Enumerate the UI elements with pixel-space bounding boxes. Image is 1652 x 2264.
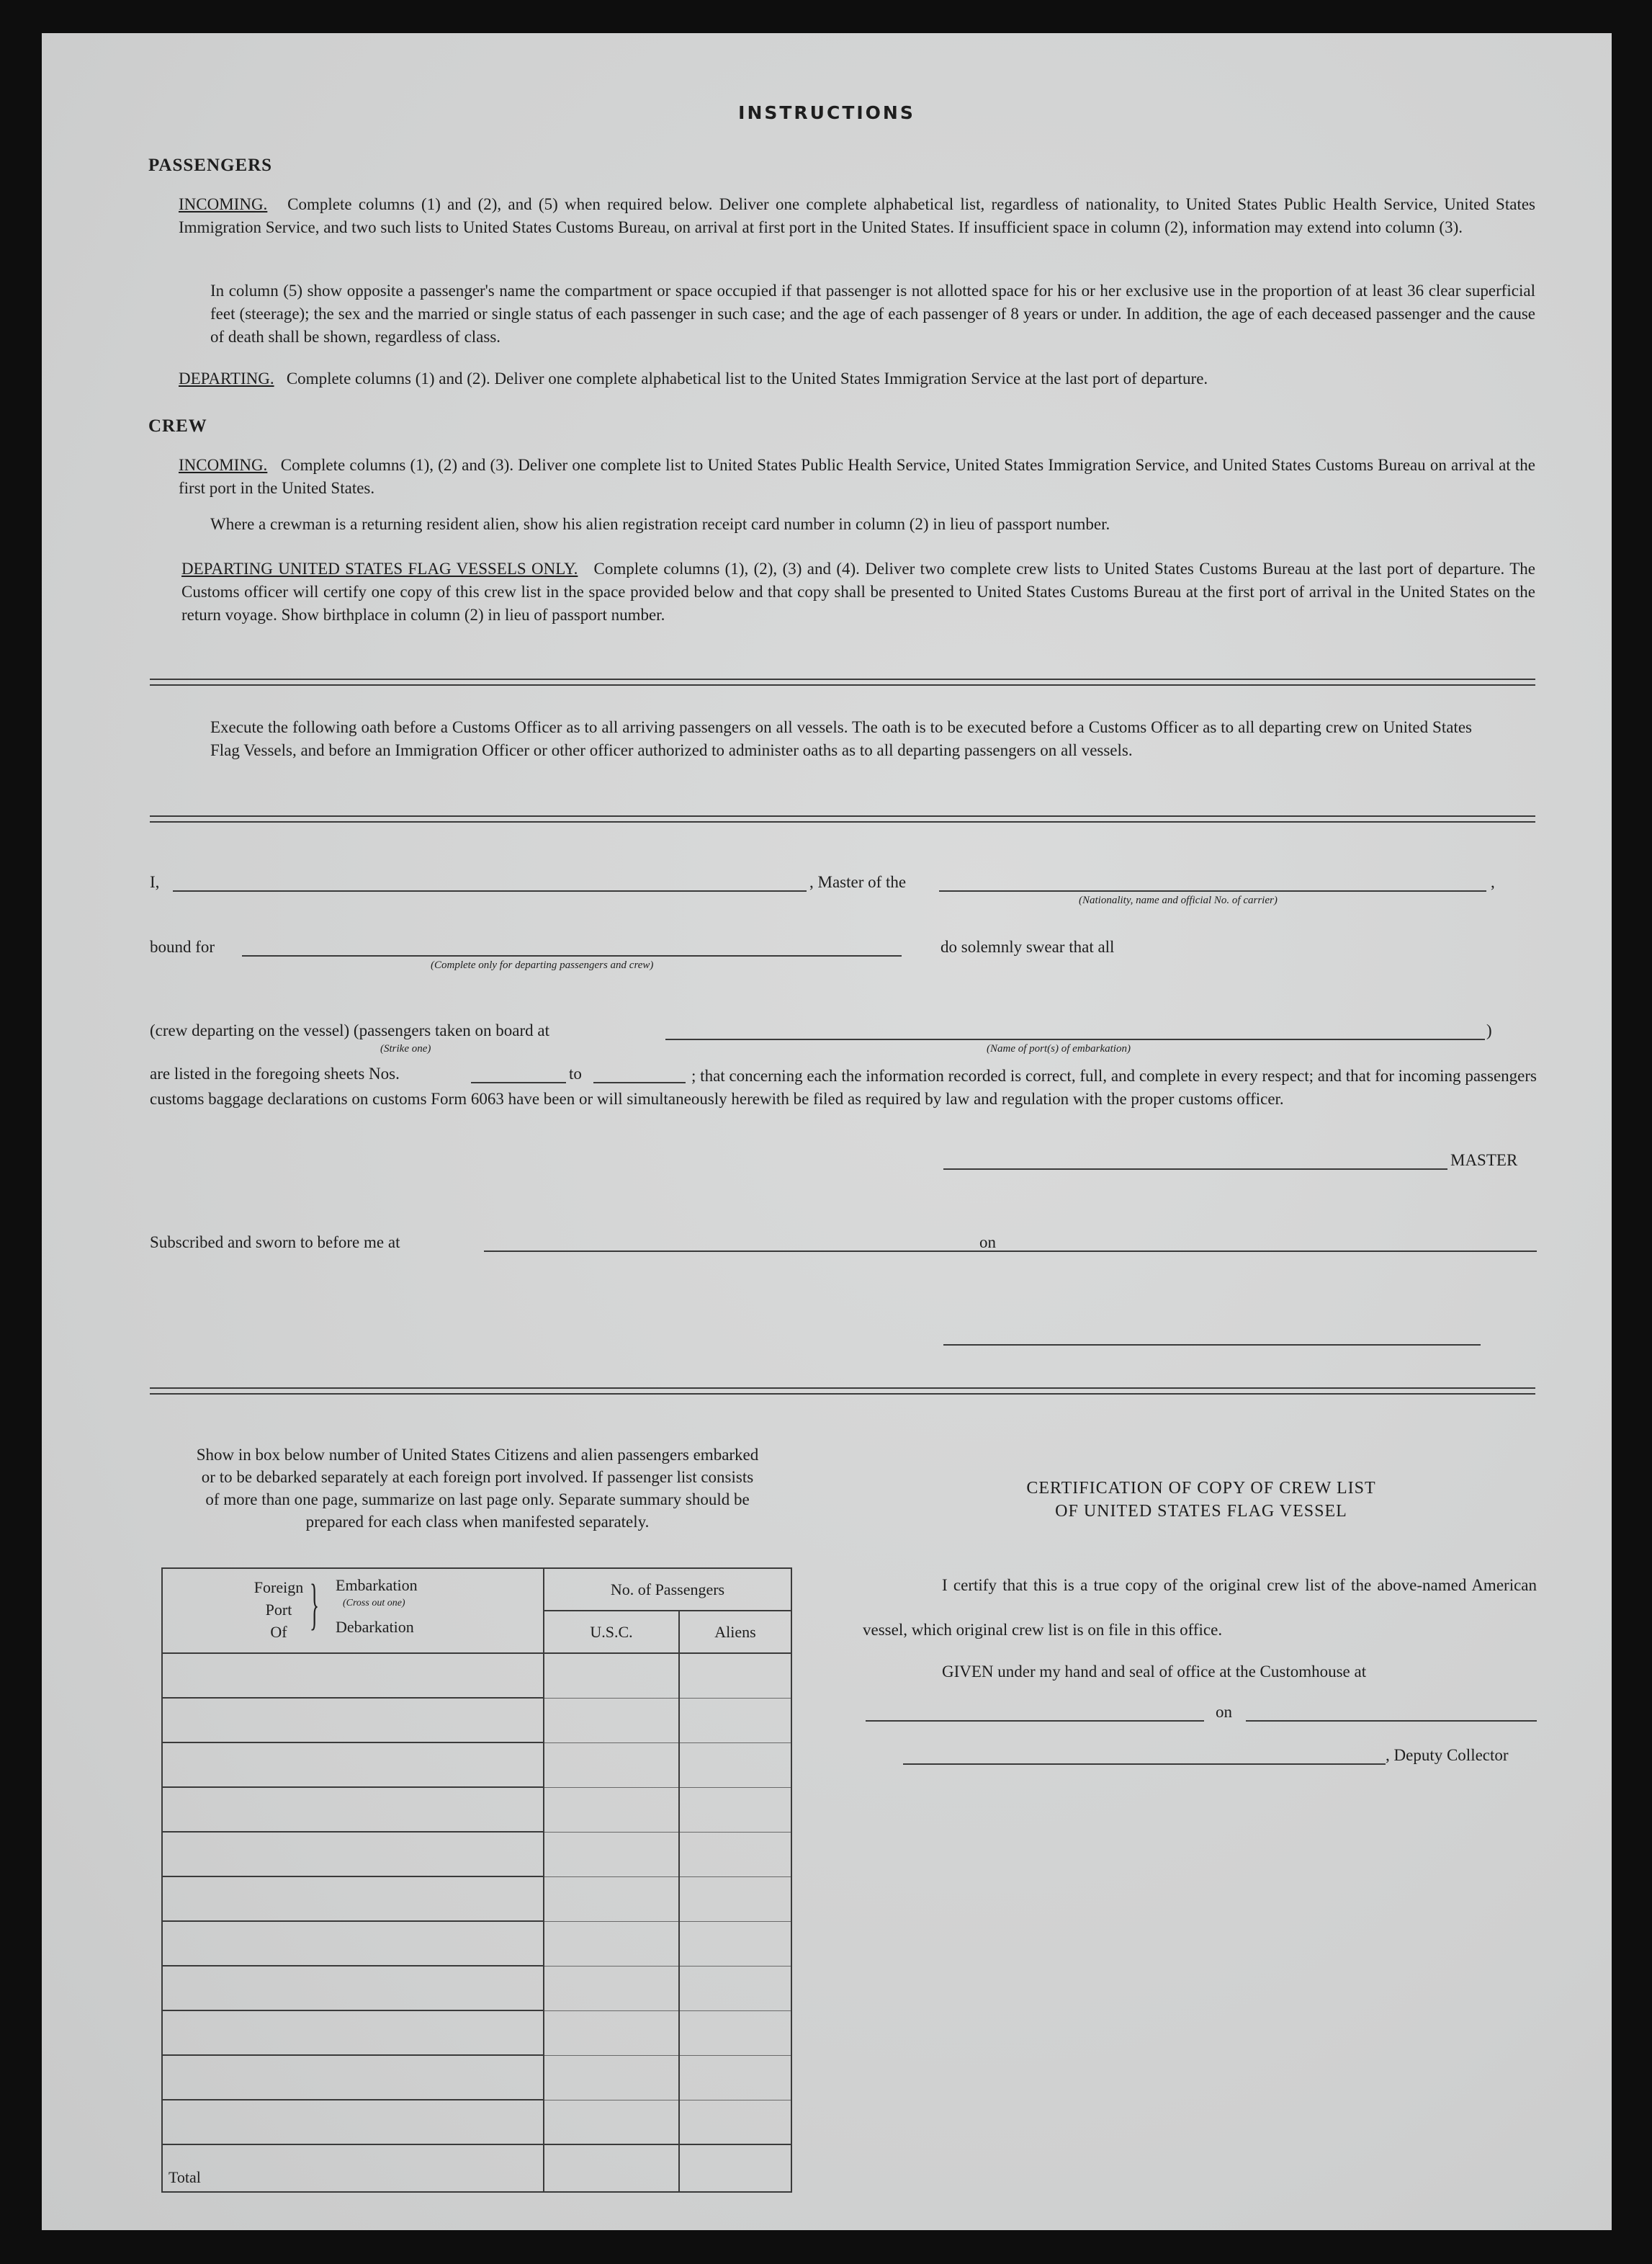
port-header-cell <box>162 1568 544 1653</box>
certification-title-line1: CERTIFICATION OF COPY OF CREW LIST <box>1026 1479 1376 1498</box>
summary-row <box>162 1966 791 2010</box>
oath-instructions: Execute the following oath before a Customs Officer as to all arriving passengers on all vessels. The oath is to be executed before a Customs Officer as to all departing crew on United States Flag Vessels, and before an Immigration Officer or other officer authorized to administer oaths as to all departing passengers on all vessels. <box>210 718 1472 759</box>
cross-out-note: (Cross out one) <box>343 1598 405 1608</box>
total-label: Total <box>162 2144 544 2192</box>
deputy-signature-field[interactable] <box>903 1763 1386 1765</box>
usc-cell[interactable] <box>544 1653 679 1698</box>
officer-signature-field[interactable] <box>943 1344 1481 1346</box>
total-usc-cell[interactable] <box>544 2144 679 2192</box>
total-aliens-cell[interactable] <box>679 2144 791 2192</box>
sworn-place-field[interactable] <box>484 1250 1013 1252</box>
crew-departing-text: Complete columns (1), (2), (3) and (4). Deliver two complete crew lists to United States Customs Bureau at the last port of departure. The Customs officer will certify one copy of this crew list in the space provided below and that copy shall be presented to United States Customs Bureau at the first port of arrival in the United States on the return voyage. Show birthplace in column (2) in lieu of passport number. <box>181 560 1536 624</box>
sworn-date-field[interactable] <box>1007 1250 1537 1252</box>
divider <box>150 815 1535 823</box>
aliens-cell[interactable] <box>679 1876 791 1921</box>
port-note: (Name of port(s) of embarkation) <box>987 1043 1131 1055</box>
summary-row <box>162 1698 791 1742</box>
oath-trailing-comma: , <box>1491 873 1495 891</box>
aliens-cell[interactable] <box>679 1742 791 1787</box>
passengers-heading: PASSENGERS <box>148 156 273 175</box>
summary-row <box>162 2010 791 2055</box>
usc-cell[interactable] <box>544 2010 679 2055</box>
usc-cell[interactable] <box>544 1698 679 1742</box>
usc-cell[interactable] <box>544 1742 679 1787</box>
port-cell[interactable] <box>162 1966 544 2010</box>
summary-row <box>162 1921 791 1966</box>
crew-incoming-label: INCOMING. <box>179 456 268 474</box>
embarkation-label: Embarkation <box>336 1576 418 1594</box>
passengers-departing-paragraph <box>179 367 1535 390</box>
summary-row <box>162 2055 791 2100</box>
usc-header: U.S.C. <box>544 1611 679 1653</box>
aliens-header: Aliens <box>679 1611 791 1653</box>
customhouse-field[interactable] <box>866 1720 1204 1722</box>
usc-cell[interactable] <box>544 2100 679 2144</box>
oath-listed-text: ; that concerning each the information recorded is correct, full, and complete in every respect; and that for incoming passengers customs baggage declarations on customs Form 6063 have been or will simultaneously herewith be filed as required by law and regulation with the proper customs officer. <box>150 1067 1537 1108</box>
debarkation-label: Debarkation <box>336 1618 414 1636</box>
aliens-cell[interactable] <box>679 1966 791 2010</box>
aliens-cell[interactable] <box>679 1653 791 1698</box>
page-title: INSTRUCTIONS <box>738 102 915 123</box>
aliens-cell[interactable] <box>679 2010 791 2055</box>
crew-resident-paragraph: Where a crewman is a returning resident alien, show his alien registration receipt card number in column (2) in lieu of passport number. <box>210 515 1110 533</box>
crew-heading: CREW <box>148 416 207 436</box>
aliens-cell[interactable] <box>679 1921 791 1966</box>
divider <box>150 679 1535 686</box>
oath-bound-for-label: bound for <box>150 938 215 956</box>
summary-row <box>162 1787 791 1832</box>
usc-cell[interactable] <box>544 1876 679 1921</box>
divider <box>150 1387 1535 1395</box>
port-cell[interactable] <box>162 1921 544 1966</box>
oath-swear-label: do solemnly swear that all <box>941 938 1115 956</box>
passengers-incoming-paragraph <box>179 193 1535 239</box>
aliens-cell[interactable] <box>679 1698 791 1742</box>
summary-row <box>162 1876 791 1921</box>
aliens-cell[interactable] <box>679 2100 791 2144</box>
oath-close-paren: ) <box>1486 1021 1492 1039</box>
certification-date-field[interactable] <box>1246 1720 1537 1722</box>
foreign-label: Foreign <box>253 1578 304 1596</box>
crew-incoming-paragraph <box>179 454 1535 500</box>
summary-row <box>162 1742 791 1787</box>
passenger-summary-table <box>161 1567 792 2193</box>
oath-i-label: I, <box>150 873 160 891</box>
port-label: Port <box>265 1601 292 1619</box>
certification-text: I certify that this is a true copy of the original crew list of the above-named American vessel, which original crew list is on file in this office. <box>863 1576 1537 1639</box>
aliens-cell[interactable] <box>679 2055 791 2100</box>
summary-row <box>162 1832 791 1876</box>
subscribed-label: Subscribed and sworn to before me at <box>150 1233 400 1251</box>
carrier-note: (Nationality, name and official No. of carrier) <box>1079 895 1278 906</box>
departing-note: (Complete only for departing passengers and crew) <box>431 959 654 971</box>
embarkation-port-field[interactable] <box>665 1039 1485 1040</box>
sworn-on-label: on <box>979 1233 996 1251</box>
port-cell[interactable] <box>162 1787 544 1832</box>
port-cell[interactable] <box>162 1653 544 1698</box>
passengers-incoming-label: INCOMING. <box>179 195 268 213</box>
certification-title <box>920 1477 1482 1523</box>
form-page <box>42 33 1612 2230</box>
certification-on-label: on <box>1216 1703 1232 1721</box>
master-signature-field[interactable] <box>943 1168 1447 1170</box>
crew-departing-label: DEPARTING UNITED STATES FLAG VESSELS ONLY. <box>181 560 578 578</box>
port-cell[interactable] <box>162 2010 544 2055</box>
summary-instructions: Show in box below number of United States Citizens and alien passengers embarked or to be debarked separately at each foreign port involved. If passenger list consists of more than one page, summarize on last page only. Separate summary should be prepared for each class when manifested separately. <box>196 1446 759 1531</box>
usc-cell[interactable] <box>544 1966 679 2010</box>
usc-cell[interactable] <box>544 1921 679 1966</box>
summary-row <box>162 1653 791 1698</box>
passengers-incoming-text: Complete columns (1) and (2), and (5) when required below. Deliver one complete alphabetical list, regardless of nationality, to United States Public Health Service, United States Immigration Service, and two such lists to United States Customs Bureau, on arrival at first port in the United States. If insufficient space in column (2), information may extend into column (3). <box>179 195 1535 236</box>
crew-incoming-text: Complete columns (1), (2) and (3). Deliver one complete list to United States Public Health Service, United States Immigration Service, and United States Customs Bureau on arrival at the first port in the United States. <box>179 456 1536 497</box>
usc-cell[interactable] <box>544 1787 679 1832</box>
given-label: GIVEN under my hand and seal of office at the Customhouse at <box>942 1663 1367 1681</box>
strike-one-note: (Strike one) <box>380 1043 431 1055</box>
passengers-departing-text: Complete columns (1) and (2). Deliver one complete alphabetical list to the United States Immigration Service at the last port of departure. <box>286 370 1208 388</box>
bound-for-field[interactable] <box>242 955 902 957</box>
usc-cell[interactable] <box>544 1832 679 1876</box>
deputy-collector-label: , Deputy Collector <box>1386 1746 1509 1764</box>
oath-to-label: to <box>569 1065 582 1083</box>
brace-glyph: } <box>310 1572 320 1635</box>
of-label: Of <box>270 1623 287 1641</box>
summary-row <box>162 2100 791 2144</box>
oath-master-of-label: , Master of the <box>809 873 907 891</box>
passengers-column5-paragraph: In column (5) show opposite a passenger's name the compartment or space occupied if that passenger is not allotted space for his or her exclusive use in the proportion of at least 36 clear superficial feet (steerage); the sex and the married or single status of each passenger in such case; and the age of each passenger of 8 years or under. In addition, the age of each deceased passenger and the cause of death shall be shown, regardless of class. <box>210 282 1535 346</box>
oath-listed-prefix: are listed in the foregoing sheets Nos. <box>150 1065 400 1083</box>
master-label: MASTER <box>1450 1151 1518 1169</box>
certification-title-line2: OF UNITED STATES FLAG VESSEL <box>1055 1502 1347 1521</box>
aliens-cell[interactable] <box>679 1787 791 1832</box>
carrier-field[interactable] <box>939 890 1486 892</box>
master-name-field[interactable] <box>173 890 807 892</box>
port-cell[interactable] <box>162 1742 544 1787</box>
oath-crew-passengers-label: (crew departing on the vessel) (passengers taken on board at <box>150 1021 549 1039</box>
no-of-passengers-header: No. of Passengers <box>544 1568 791 1611</box>
port-cell[interactable] <box>162 1876 544 1921</box>
port-cell[interactable] <box>162 1832 544 1876</box>
port-cell[interactable] <box>162 2055 544 2100</box>
passengers-departing-label: DEPARTING. <box>179 370 274 388</box>
crew-departing-paragraph <box>181 558 1535 627</box>
aliens-cell[interactable] <box>679 1832 791 1876</box>
port-cell[interactable] <box>162 2100 544 2144</box>
usc-cell[interactable] <box>544 2055 679 2100</box>
port-cell[interactable] <box>162 1698 544 1742</box>
